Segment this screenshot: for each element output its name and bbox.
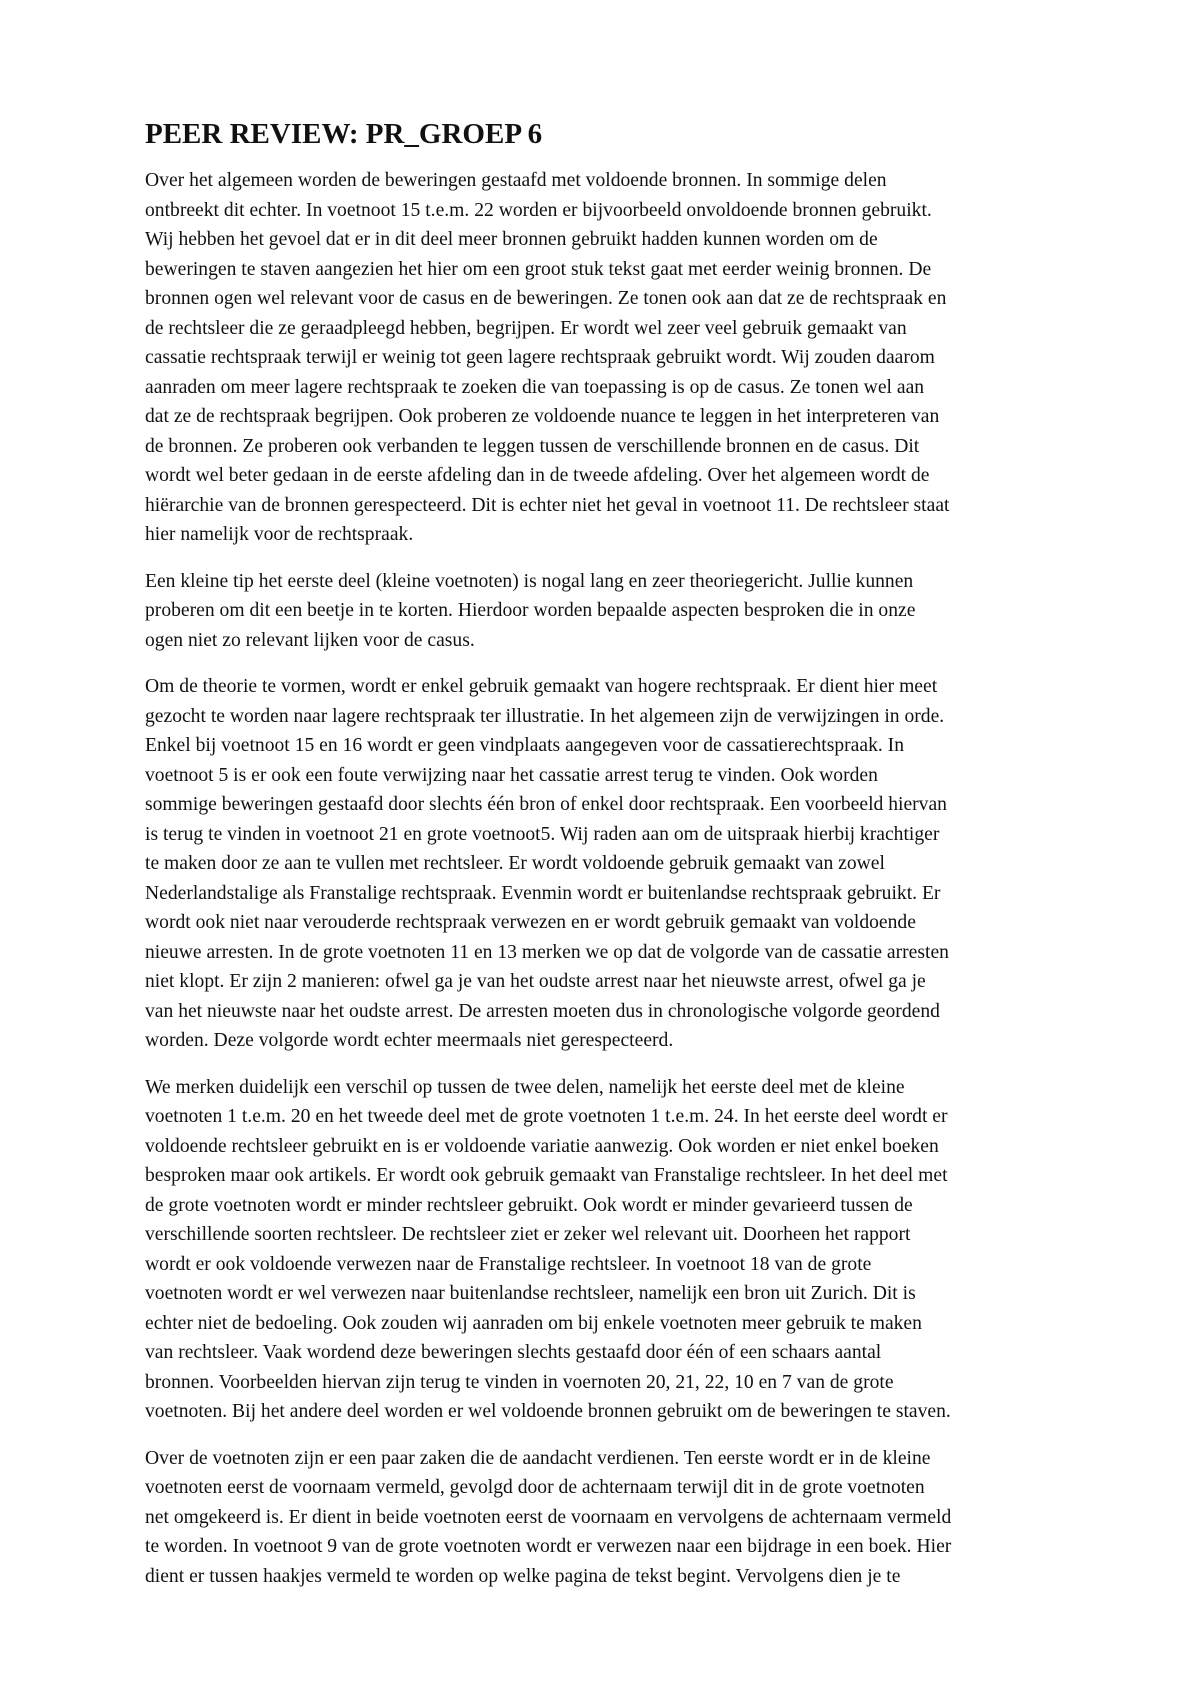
document-body: [145, 112, 1067, 1608]
text-line: beweringen te staven aangezien het hier om een groot stuk tekst gaat met eerder weinig bronnen. De: [145, 258, 932, 280]
text-line: de grote voetnoten wordt er minder rechtsleer gebruikt. Ook wordt er minder gevarieerd tussen de: [145, 1194, 913, 1216]
body-paragraph: [145, 1073, 1067, 1427]
text-line: nieuwe arresten. In de grote voetnoten 11 en 13 merken we op dat de volgorde van de cassatie arresten: [145, 941, 949, 963]
text-line: dat ze de rechtspraak begrijpen. Ook proberen ze voldoende nuance te leggen in het interpreteren van: [145, 406, 940, 427]
text-line: net omgekeerd is. Er dient in beide voetnoten eerst de voornaam en vervolgens de achternaam vermeld: [145, 1506, 952, 1528]
text-line: wordt er ook voldoende verwezen naar de Franstalige rechtsleer. In voetnoot 18 van de grote: [145, 1253, 872, 1275]
page-title: PEER REVIEW: PR_GROEP 6: [145, 118, 543, 150]
text-line: wordt ook niet naar verouderde rechtspraak verwezen en er wordt gebruik gemaakt van voldoende: [145, 912, 916, 933]
text-line: cassatie rechtspraak terwijl er weinig tot geen lagere rechtspraak gebruikt wordt. Wij zouden daarom: [145, 347, 935, 368]
text-line: besproken maar ook artikels. Er wordt ook gebruik gemaakt van Franstalige rechtsleer. In het deel met: [145, 1165, 948, 1186]
text-line: echter niet de bedoeling. Ook zouden wij aanraden om bij enkele voetnoten meer gebruik te maken: [145, 1312, 922, 1334]
text-line: van het nieuwste naar het oudste arrest. De arresten moeten dus in chronologische volgorde geordend: [145, 1000, 940, 1022]
text-line: We merken duidelijk een verschil op tussen de twee delen, namelijk het eerste deel met de kleine: [145, 1076, 905, 1098]
text-line: Wij hebben het gevoel dat er in dit deel meer bronnen gebruikt hadden kunnen worden om de: [145, 229, 878, 250]
text-line: Over het algemeen worden de beweringen gestaafd met voldoende bronnen. In sommige delen: [145, 170, 887, 191]
text-line: voetnoten eerst de voornaam vermeld, gevolgd door de achternaam terwijl dit in de grote voetnoten: [145, 1477, 925, 1498]
text-line: aanraden om meer lagere rechtspraak te zoeken die van toepassing is op de casus. Ze tonen wel aan: [145, 376, 925, 398]
text-line: gezocht te worden naar lagere rechtspraak ter illustratie. In het algemeen zijn de verwijzingen in orde.: [145, 705, 945, 727]
text-line: bronnen ogen wel relevant voor de casus en de beweringen. Ze tonen ook aan dat ze de rechtspraak en: [145, 288, 947, 309]
text-line: proberen om dit een beetje in te korten. Hierdoor worden bepaalde aspecten besproken die in onze: [145, 600, 916, 621]
text-line: te worden. In voetnoot 9 van de grote voetnoten wordt er verwezen naar een bijdrage in een boek. Hier: [145, 1536, 952, 1557]
text-line: Om de theorie te vormen, wordt er enkel gebruik gemaakt van hogere rechtspraak. Er dient hier meet: [145, 676, 938, 697]
text-line: hier namelijk voor de rechtspraak.: [145, 524, 414, 545]
body-paragraph: [145, 567, 1067, 656]
text-line: Over de voetnoten zijn er een paar zaken die de aandacht verdienen. Ten eerste wordt er in de kleine: [145, 1447, 931, 1469]
text-line: Enkel bij voetnoot 15 en 16 wordt er geen vindplaats aangegeven voor de cassatierechtspraak. In: [145, 735, 904, 756]
text-line: worden. Deze volgorde wordt echter meermaals niet gerespecteerd.: [145, 1030, 674, 1051]
text-line: te maken door ze aan te vullen met rechtsleer. Er wordt voldoende gebruik gemaakt van zowel: [145, 853, 885, 874]
text-line: verschillende soorten rechtsleer. De rechtsleer ziet er zeker wel relevant uit. Doorheen het rapport: [145, 1224, 911, 1245]
text-line: voetnoot 5 is er ook een foute verwijzing naar het cassatie arrest terug te vinden. Ook worden: [145, 764, 878, 786]
text-line: dient er tussen haakjes vermeld te worden op welke pagina de tekst begint. Vervolgens dien je te: [145, 1565, 901, 1587]
body-paragraph: [145, 166, 1067, 550]
text-line: bronnen. Voorbeelden hiervan zijn terug te vinden in voernoten 20, 21, 22, 10 en 7 van de grote: [145, 1371, 894, 1393]
body-paragraph: [145, 672, 1067, 1056]
body-paragraph: [145, 1444, 1067, 1592]
text-line: hiërarchie van de bronnen gerespecteerd. Dit is echter niet het geval in voetnoot 11. De rechtsleer staat: [145, 494, 950, 516]
text-line: van rechtsleer. Vaak wordend deze beweringen slechts gestaafd door één of een schaars aantal: [145, 1342, 882, 1363]
text-line: ontbreekt dit echter. In voetnoot 15 t.e.m. 22 worden er bijvoorbeeld onvoldoende bronnen gebruikt.: [145, 199, 932, 221]
paragraph-container: [145, 166, 1067, 1591]
text-line: voetnoten 1 t.e.m. 20 en het tweede deel met de grote voetnoten 1 t.e.m. 24. In het eerste deel wordt er: [145, 1106, 948, 1127]
text-line: ogen niet zo relevant lijken voor de casus.: [145, 629, 475, 651]
text-line: voetnoten. Bij het andere deel worden er wel voldoende bronnen gebruikt om de beweringen te staven.: [145, 1401, 951, 1422]
text-line: Nederlandstalige als Franstalige rechtspraak. Evenmin wordt er buitenlandse rechtspraak gebruikt. Er: [145, 882, 941, 904]
text-line: voetnoten wordt er wel verwezen naar buitenlandse rechtsleer, namelijk een bron uit Zurich. Dit is: [145, 1283, 916, 1304]
text-line: is terug te vinden in voetnoot 21 en grote voetnoot5. Wij raden aan om de uitspraak hierbij krachtiger: [145, 823, 940, 845]
text-line: wordt wel beter gedaan in de eerste afdeling dan in de tweede afdeling. Over het algemeen wordt de: [145, 465, 930, 486]
text-line: niet klopt. Er zijn 2 manieren: ofwel ga je van het oudste arrest naar het nieuwste arrest, ofwel ga je: [145, 971, 926, 992]
text-line: sommige beweringen gestaafd door slechts één bron of enkel door rechtspraak. Een voorbeeld hiervan: [145, 794, 947, 815]
text-line: voldoende rechtsleer gebruikt en is er voldoende variatie aanwezig. Ook worden er niet enkel boeken: [145, 1135, 939, 1157]
text-line: de bronnen. Ze proberen ook verbanden te leggen tussen de verschillende bronnen en de casus. Dit: [145, 435, 920, 457]
text-line: Een kleine tip het eerste deel (kleine voetnoten) is nogal lang en zeer theoriegericht. Jullie kunnen: [145, 570, 914, 592]
text-line: de rechtsleer die ze geraadpleegd hebben, begrijpen. Er wordt wel zeer veel gebruik gemaakt van: [145, 317, 907, 339]
